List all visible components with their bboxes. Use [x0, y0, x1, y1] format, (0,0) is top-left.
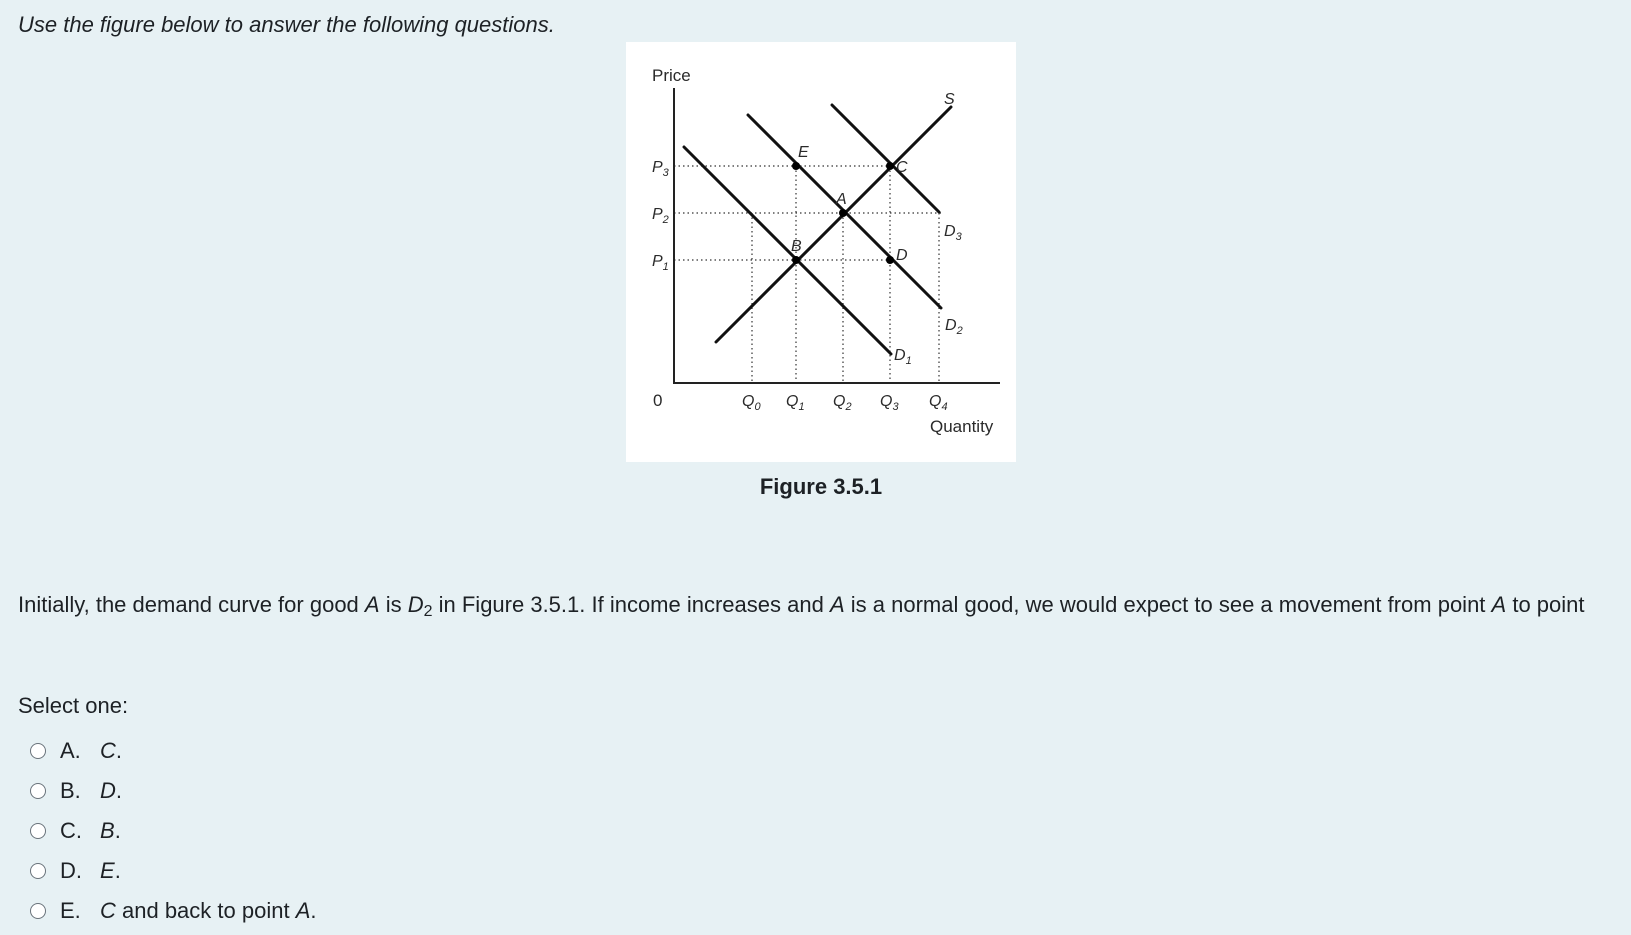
option-b[interactable]: [30, 771, 317, 811]
origin-label: 0: [653, 391, 663, 410]
option-letter: C.: [60, 818, 82, 843]
option-text[interactable]: C.: [100, 738, 123, 763]
quantity-label-q0: $Q_0$: [742, 393, 761, 413]
demand-curve-d1: [684, 147, 891, 354]
d3-curve-label: $D_3$: [944, 223, 962, 243]
supply-curve: [716, 107, 951, 342]
option-c[interactable]: [30, 811, 317, 851]
intro-text: Use the figure below to answer the following questions.: [18, 12, 555, 37]
point-d-marker: [886, 256, 894, 264]
supply-curve-label: S: [944, 91, 955, 108]
point-b-label: B: [791, 238, 802, 255]
point-c-marker: [886, 162, 894, 170]
select-one-label: Select one:: [18, 693, 129, 718]
point-c-label: C: [896, 159, 908, 176]
option-text[interactable]: E.: [100, 858, 121, 883]
radio-button[interactable]: [30, 743, 46, 759]
radio-button[interactable]: [30, 783, 46, 799]
point-b-marker: [792, 256, 800, 264]
answer-options: [30, 731, 317, 931]
quantity-label-q2: $Q_2$: [833, 393, 852, 413]
demand-curve-d3: [832, 105, 939, 212]
price-label-p1: $P_1$: [652, 253, 669, 273]
price-label-p2: $P_2$: [652, 206, 669, 226]
option-letter: B.: [60, 778, 81, 803]
question-text: Initially, the demand curve for good A is $D_2$ in Figure 3.5.1. If income increases and A is a normal good, we would expect to see a movement from point A to point: [18, 592, 1585, 620]
radio-button[interactable]: [30, 823, 46, 839]
option-a[interactable]: [30, 731, 317, 771]
point-a-label: A: [836, 191, 847, 208]
d2-curve-label: $D_2$: [945, 317, 963, 337]
point-a-marker: [839, 209, 847, 217]
point-e-marker: [792, 162, 800, 170]
option-letter: A.: [60, 738, 81, 763]
quantity-label-q4: $Q_4$: [929, 393, 948, 413]
supply-demand-diagram: [626, 42, 1016, 462]
figure-image: [626, 42, 1016, 462]
option-d[interactable]: [30, 851, 317, 891]
option-letter: E.: [60, 898, 81, 923]
price-label-p3: $P_3$: [652, 159, 669, 179]
d1-curve-label: $D_1$: [894, 347, 912, 367]
option-text[interactable]: D.: [100, 778, 123, 803]
quantity-label-q1: $Q_1$: [786, 393, 805, 413]
radio-button[interactable]: [30, 863, 46, 879]
point-d-label: D: [896, 247, 908, 264]
figure-caption: Figure 3.5.1: [759, 474, 883, 499]
option-text[interactable]: B.: [100, 818, 121, 843]
x-axis-label: Quantity: [930, 417, 994, 436]
option-e[interactable]: [30, 891, 317, 931]
quantity-label-q3: $Q_3$: [880, 393, 899, 413]
option-text[interactable]: C and back to point A.: [100, 898, 317, 923]
radio-button[interactable]: [30, 903, 46, 919]
point-e-label: E: [798, 144, 809, 161]
option-letter: D.: [60, 858, 82, 883]
y-axis-label: Price: [652, 66, 691, 85]
